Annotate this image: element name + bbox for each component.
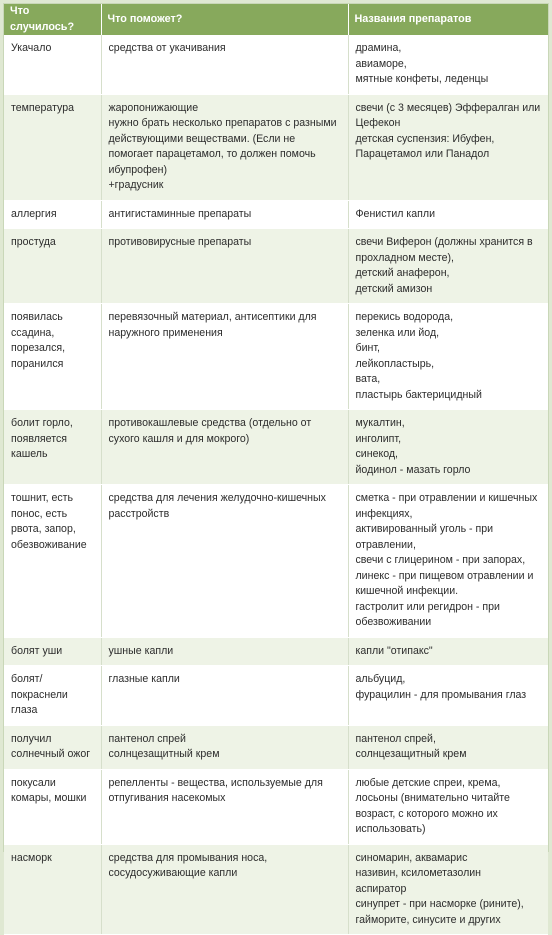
cell-line: болят/ покраснели глаза bbox=[11, 673, 68, 716]
cell-drug-names bbox=[348, 844, 548, 935]
cell-line: активированный уголь - при отравлении, bbox=[355, 523, 494, 551]
cell-line: антигистаминные препараты bbox=[108, 207, 252, 220]
cell-line: инголипт, bbox=[355, 432, 402, 445]
cell-line: Укачало bbox=[11, 42, 52, 54]
cell-drug-names bbox=[348, 410, 548, 485]
cell-line: детский амизон bbox=[355, 282, 433, 295]
cell-line: мукалтин, bbox=[355, 417, 405, 429]
cell-what-helps bbox=[101, 35, 348, 94]
table-body bbox=[4, 35, 548, 935]
cell-line: болит горло, появляется кашель bbox=[11, 417, 73, 460]
cell-line: детский анаферон, bbox=[355, 267, 450, 279]
cell-line: покусали комары, мошки bbox=[11, 776, 87, 804]
cell-what-helps bbox=[101, 725, 348, 769]
cell-line: репелленты - вещества, используемые для отпугивания насекомых bbox=[108, 776, 323, 804]
cell-line: зеленка или йод, bbox=[355, 326, 440, 339]
table-row bbox=[4, 410, 548, 485]
cell-line: мятные конфеты, леденцы bbox=[355, 73, 489, 85]
cell-what-happened bbox=[4, 637, 101, 666]
cell-line: противокашлевые средства (отдельно от сухого кашля и для мокрого) bbox=[108, 417, 312, 445]
table-row bbox=[4, 844, 548, 935]
cell-line: противовирусные препараты bbox=[108, 236, 252, 248]
cell-line: синупрет - при насморке (рините), гайморите, синусите и других bbox=[355, 898, 524, 926]
cell-what-happened bbox=[4, 35, 101, 94]
cell-line: любые детские спреи, крема, лосьоны (внимательно читайте возраст, с которого можно их использовать) bbox=[355, 776, 510, 835]
cell-line: бинт, bbox=[355, 342, 380, 354]
cell-line: нужно брать несколько препаратов с разными действующими веществами. (Если не помогает парацетамол, то должен помочь ибупрофен) bbox=[108, 117, 337, 176]
table-row bbox=[4, 637, 548, 666]
cell-line: свечи с глицерином - при запорах, bbox=[355, 554, 526, 566]
cell-line: драмина, bbox=[355, 42, 402, 54]
cell-line: синомарин, аквамарис bbox=[355, 851, 468, 864]
cell-what-helps bbox=[101, 844, 348, 935]
cell-line: насморк bbox=[11, 851, 52, 864]
cell-line: средства от укачивания bbox=[108, 42, 226, 54]
cell-line: получил солнечный ожог bbox=[11, 732, 91, 760]
cell-line: перекись водорода, bbox=[355, 311, 454, 323]
cell-what-helps bbox=[101, 200, 348, 229]
cell-line: болят уши bbox=[11, 644, 63, 657]
table-row bbox=[4, 304, 548, 410]
cell-line: сметка - при отравлении и кишечных инфекциях, bbox=[355, 492, 538, 520]
cell-what-happened bbox=[4, 725, 101, 769]
cell-what-happened bbox=[4, 769, 101, 844]
cell-line: альбуцид, bbox=[355, 673, 406, 685]
table-row bbox=[4, 200, 548, 229]
header-drug-names: Названия препаратов bbox=[348, 4, 548, 35]
table-row bbox=[4, 485, 548, 638]
cell-what-happened bbox=[4, 844, 101, 935]
cell-what-happened bbox=[4, 410, 101, 485]
cell-line: пластырь бактерицидный bbox=[355, 388, 482, 401]
cell-line: простуда bbox=[11, 236, 56, 248]
cell-line: капли "отипакс" bbox=[355, 644, 433, 657]
cell-what-happened bbox=[4, 485, 101, 638]
cell-line: появилась ссадина, порезался, поранился bbox=[11, 311, 66, 370]
cell-line: вата, bbox=[355, 373, 381, 385]
cell-what-happened bbox=[4, 229, 101, 304]
table-row bbox=[4, 666, 548, 726]
table-row bbox=[4, 94, 548, 200]
remedies-table-container bbox=[3, 3, 549, 926]
cell-what-helps bbox=[101, 666, 348, 726]
cell-what-helps bbox=[101, 94, 348, 200]
table-row bbox=[4, 725, 548, 769]
cell-drug-names bbox=[348, 94, 548, 200]
header-what-helps: Что поможет? bbox=[101, 4, 348, 35]
cell-line: средства для промывания носа, сосудосуживающие капли bbox=[108, 851, 268, 879]
cell-drug-names bbox=[348, 229, 548, 304]
cell-line: перевязочный материал, антисептики для наружного применения bbox=[108, 311, 317, 339]
cell-drug-names bbox=[348, 769, 548, 844]
cell-drug-names bbox=[348, 637, 548, 666]
cell-what-helps bbox=[101, 485, 348, 638]
cell-what-happened bbox=[4, 666, 101, 726]
cell-line: глазные капли bbox=[108, 673, 180, 685]
cell-line: +градусник bbox=[108, 179, 164, 191]
cell-line: свечи Виферон (должны хранится в прохладном месте), bbox=[355, 236, 533, 264]
cell-line: свечи (с 3 месяцев) Эффералган или Цефекон bbox=[355, 101, 541, 129]
cell-what-happened bbox=[4, 304, 101, 410]
cell-line: средства для лечения желудочно-кишечных расстройств bbox=[108, 492, 326, 520]
table-row bbox=[4, 229, 548, 304]
cell-line: пантенол спрей, bbox=[355, 732, 436, 745]
cell-line: називин, ксилометазолин bbox=[355, 867, 482, 879]
cell-line: лейкопластырь, bbox=[355, 357, 435, 370]
cell-line: гастролит или регидрон - при обезвоживании bbox=[355, 600, 500, 628]
cell-line: аллергия bbox=[11, 207, 57, 220]
cell-what-happened bbox=[4, 94, 101, 200]
cell-what-helps bbox=[101, 637, 348, 666]
table-row bbox=[4, 769, 548, 844]
cell-line: фурацилин - для промывания глаз bbox=[355, 688, 527, 701]
cell-line: пантенол спрей bbox=[108, 732, 186, 745]
cell-line: солнцезащитный крем bbox=[108, 748, 220, 760]
cell-line: тошнит, есть понос, есть рвота, запор, обезвоживание bbox=[11, 492, 87, 551]
cell-line: ушные капли bbox=[108, 644, 174, 657]
cell-drug-names bbox=[348, 304, 548, 410]
cell-drug-names bbox=[348, 35, 548, 94]
table-header-row bbox=[4, 4, 548, 35]
cell-drug-names bbox=[348, 725, 548, 769]
cell-what-helps bbox=[101, 229, 348, 304]
cell-drug-names bbox=[348, 485, 548, 638]
cell-line: детская суспензия: Ибуфен, Парацетамол или Панадол bbox=[355, 132, 495, 160]
cell-what-helps bbox=[101, 769, 348, 844]
cell-what-happened bbox=[4, 200, 101, 229]
cell-line: йодинол - мазать горло bbox=[355, 463, 471, 476]
cell-drug-names bbox=[348, 200, 548, 229]
cell-line: температура bbox=[11, 101, 75, 114]
cell-line: синекод, bbox=[355, 448, 398, 460]
cell-drug-names bbox=[348, 666, 548, 726]
table-row bbox=[4, 35, 548, 94]
cell-line: солнцезащитный крем bbox=[355, 748, 467, 760]
cell-line: линекс - при пищевом отравлении и кишечной инфекции. bbox=[355, 569, 534, 597]
header-what-happened: Что случилось? bbox=[4, 4, 101, 35]
remedies-table bbox=[4, 4, 548, 935]
cell-what-helps bbox=[101, 304, 348, 410]
cell-line: Фенистил капли bbox=[355, 207, 435, 220]
cell-line: жаропонижающие bbox=[108, 101, 199, 114]
cell-line: аспиратор bbox=[355, 882, 407, 895]
cell-line: авиаморе, bbox=[355, 57, 407, 70]
cell-what-helps bbox=[101, 410, 348, 485]
